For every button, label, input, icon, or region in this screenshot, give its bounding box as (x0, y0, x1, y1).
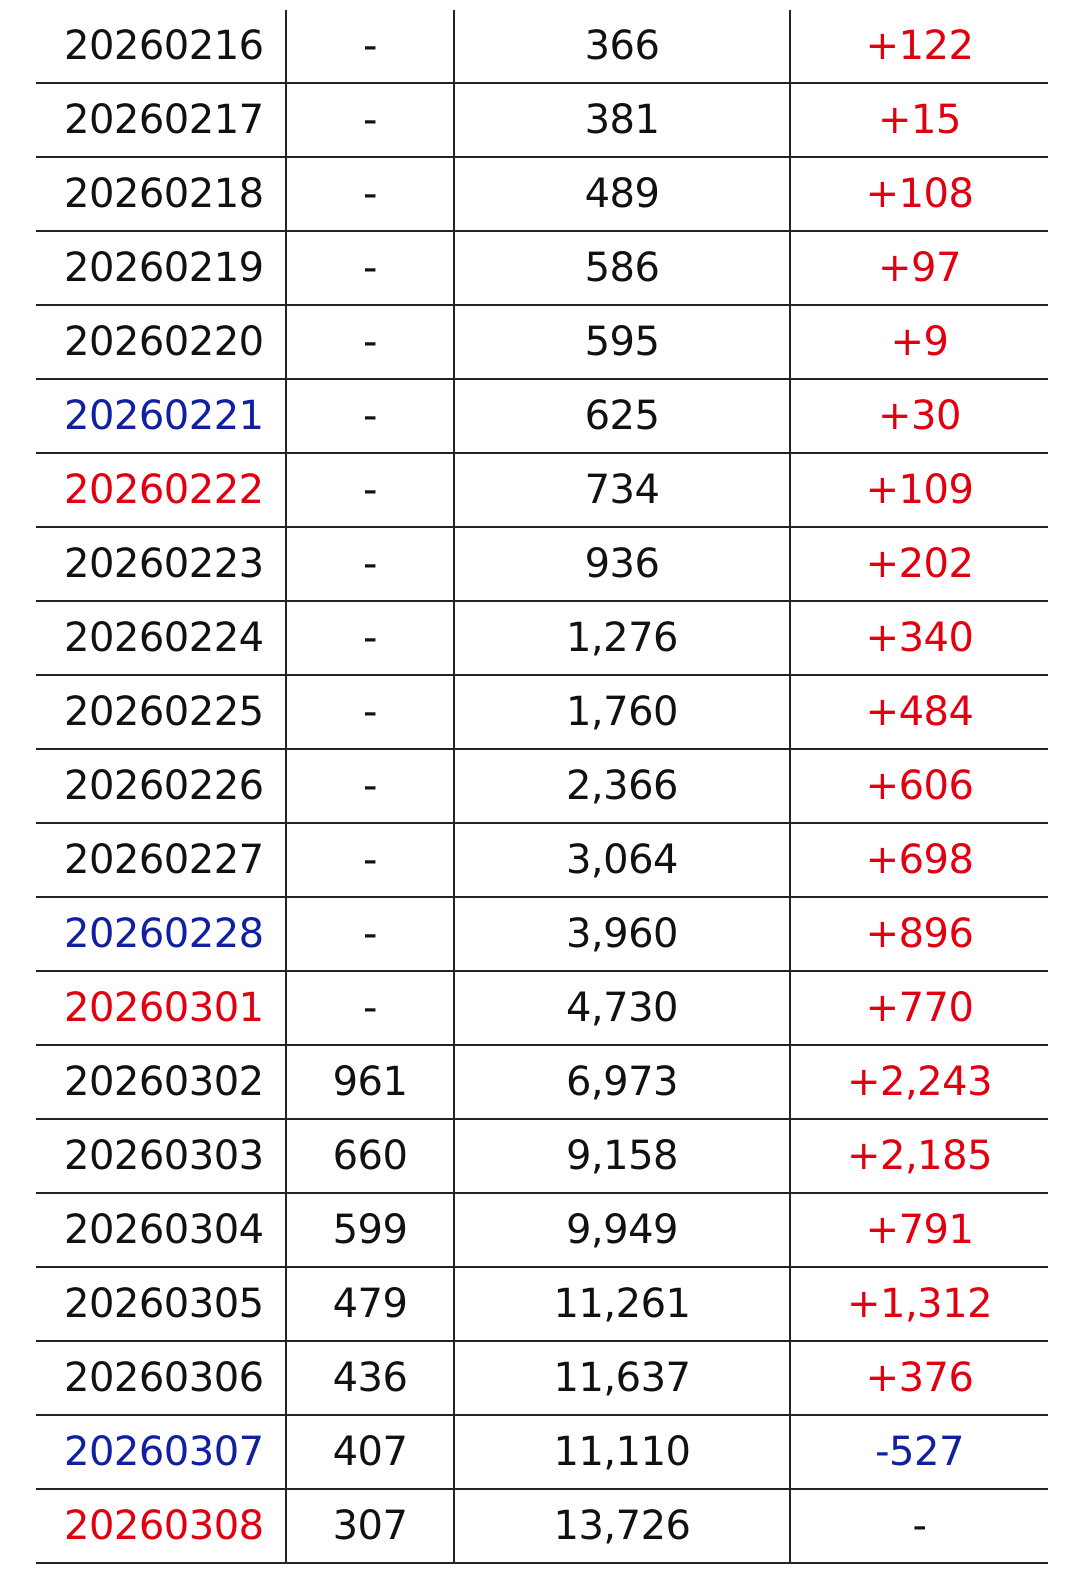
change-cell: +2,185 (790, 1119, 1048, 1193)
table-row (36, 749, 1048, 823)
date-cell: 20260307 (36, 1415, 286, 1489)
date-cell: 20260226 (36, 749, 286, 823)
change-cell: +1,312 (790, 1267, 1048, 1341)
daily-count-cell: - (286, 305, 454, 379)
change-cell: +698 (790, 823, 1048, 897)
total-count-cell: 2,366 (454, 749, 790, 823)
total-count-cell: 6,973 (454, 1045, 790, 1119)
change-cell: +791 (790, 1193, 1048, 1267)
total-count-cell: 11,110 (454, 1415, 790, 1489)
daily-count-cell: - (286, 897, 454, 971)
daily-count-cell: 479 (286, 1267, 454, 1341)
daily-count-cell: 407 (286, 1415, 454, 1489)
date-cell: 20260303 (36, 1119, 286, 1193)
daily-count-cell: - (286, 10, 454, 83)
total-count-cell: 9,949 (454, 1193, 790, 1267)
change-cell: +30 (790, 379, 1048, 453)
change-cell: +122 (790, 10, 1048, 83)
change-cell: +9 (790, 305, 1048, 379)
date-cell: 20260220 (36, 305, 286, 379)
total-count-cell: 366 (454, 10, 790, 83)
data-table-container (36, 10, 1048, 1564)
table-row (36, 10, 1048, 83)
daily-count-cell: - (286, 453, 454, 527)
table-row (36, 1193, 1048, 1267)
date-cell: 20260218 (36, 157, 286, 231)
daily-count-cell: 436 (286, 1341, 454, 1415)
total-count-cell: 11,261 (454, 1267, 790, 1341)
change-cell: +109 (790, 453, 1048, 527)
total-count-cell: 13,726 (454, 1489, 790, 1563)
total-count-cell: 4,730 (454, 971, 790, 1045)
table-row (36, 1489, 1048, 1563)
change-cell: -527 (790, 1415, 1048, 1489)
table-row (36, 157, 1048, 231)
change-cell: +108 (790, 157, 1048, 231)
date-cell: 20260216 (36, 10, 286, 83)
date-cell: 20260301 (36, 971, 286, 1045)
daily-count-cell: - (286, 675, 454, 749)
change-cell: +606 (790, 749, 1048, 823)
total-count-cell: 625 (454, 379, 790, 453)
total-count-cell: 11,637 (454, 1341, 790, 1415)
table-row (36, 601, 1048, 675)
daily-count-cell: - (286, 379, 454, 453)
daily-count-cell: - (286, 749, 454, 823)
table-row (36, 971, 1048, 1045)
date-cell: 20260304 (36, 1193, 286, 1267)
table-row (36, 1415, 1048, 1489)
date-cell: 20260228 (36, 897, 286, 971)
daily-count-cell: - (286, 601, 454, 675)
date-cell: 20260221 (36, 379, 286, 453)
daily-count-cell: - (286, 157, 454, 231)
total-count-cell: 936 (454, 527, 790, 601)
daily-count-cell: 961 (286, 1045, 454, 1119)
change-cell: +340 (790, 601, 1048, 675)
total-count-cell: 586 (454, 231, 790, 305)
date-cell: 20260306 (36, 1341, 286, 1415)
daily-count-cell: - (286, 971, 454, 1045)
daily-count-cell: - (286, 823, 454, 897)
table-row (36, 1119, 1048, 1193)
change-cell: +15 (790, 83, 1048, 157)
daily-count-cell: - (286, 83, 454, 157)
change-cell: - (790, 1489, 1048, 1563)
date-cell: 20260219 (36, 231, 286, 305)
table-row (36, 897, 1048, 971)
daily-count-cell: 307 (286, 1489, 454, 1563)
total-count-cell: 489 (454, 157, 790, 231)
table-row (36, 1045, 1048, 1119)
table-row (36, 823, 1048, 897)
total-count-cell: 734 (454, 453, 790, 527)
total-count-cell: 595 (454, 305, 790, 379)
total-count-cell: 1,276 (454, 601, 790, 675)
daily-count-cell: 660 (286, 1119, 454, 1193)
date-cell: 20260224 (36, 601, 286, 675)
date-cell: 20260308 (36, 1489, 286, 1563)
table-row (36, 675, 1048, 749)
table-row (36, 305, 1048, 379)
daily-count-cell: - (286, 527, 454, 601)
change-cell: +896 (790, 897, 1048, 971)
total-count-cell: 3,960 (454, 897, 790, 971)
date-cell: 20260305 (36, 1267, 286, 1341)
change-cell: +770 (790, 971, 1048, 1045)
table-row (36, 379, 1048, 453)
table-row (36, 453, 1048, 527)
date-cell: 20260225 (36, 675, 286, 749)
date-cell: 20260227 (36, 823, 286, 897)
table-row (36, 83, 1048, 157)
change-cell: +2,243 (790, 1045, 1048, 1119)
table-row (36, 527, 1048, 601)
total-count-cell: 1,760 (454, 675, 790, 749)
table-row (36, 1267, 1048, 1341)
daily-count-cell: 599 (286, 1193, 454, 1267)
date-cell: 20260223 (36, 527, 286, 601)
date-cell: 20260302 (36, 1045, 286, 1119)
change-cell: +202 (790, 527, 1048, 601)
total-count-cell: 381 (454, 83, 790, 157)
change-cell: +484 (790, 675, 1048, 749)
table-body (36, 10, 1048, 1563)
total-count-cell: 9,158 (454, 1119, 790, 1193)
change-cell: +97 (790, 231, 1048, 305)
daily-count-cell: - (286, 231, 454, 305)
date-cell: 20260222 (36, 453, 286, 527)
table-row (36, 1341, 1048, 1415)
date-cell: 20260217 (36, 83, 286, 157)
table-row (36, 231, 1048, 305)
total-count-cell: 3,064 (454, 823, 790, 897)
change-cell: +376 (790, 1341, 1048, 1415)
data-table (36, 10, 1048, 1564)
